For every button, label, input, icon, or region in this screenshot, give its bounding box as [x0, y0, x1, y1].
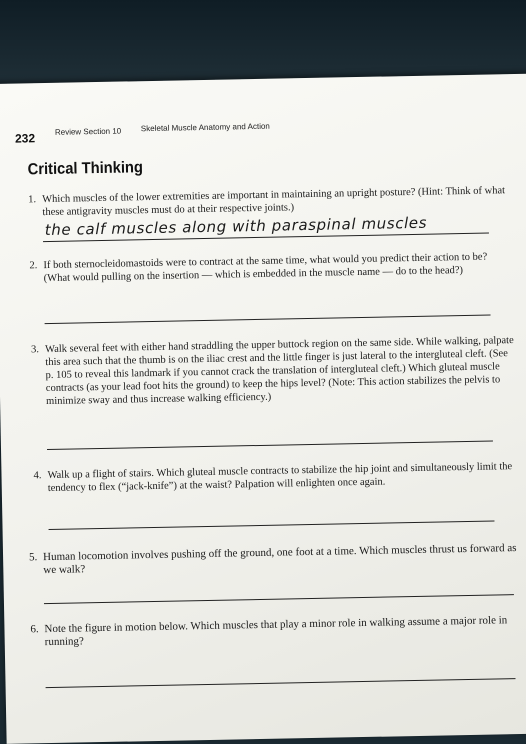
question-number: 1. — [28, 194, 37, 206]
question-text: Walk several feet with either hand straddling the upper buttock region on the same side. While walking, palpate this area such that the thumb is on the iliac crest and the little finger is just lateral to the intergluteal cleft. (See p. 105 to reveal this landmark if you cannot crack the translation of intergluteal cleft.) Which gluteal muscle contracts (as your lead foot hits the ground) to keep the hips level? (Note: This action stabilizes the pelvis to minimize sway and thus increase walking efficiency.) — [45, 335, 514, 408]
question-number: 3. — [31, 344, 40, 356]
section-label: Review Section 10 — [54, 126, 122, 137]
page-number: 232 — [14, 131, 36, 146]
answer-line-5[interactable] — [44, 594, 514, 604]
worksheet-page — [0, 73, 526, 744]
answer-line-6[interactable] — [46, 678, 516, 688]
answer-line-2[interactable] — [45, 315, 491, 325]
handwritten-answer-1: the calf muscles along with paraspinal muscles — [44, 213, 428, 240]
question-5 — [28, 542, 519, 577]
answer-line-3[interactable] — [47, 440, 493, 450]
question-number: 4. — [33, 470, 42, 482]
question-text: Human locomotion involves pushing off the ground, one foot at a time. Which muscles thrust us forward as we walk? — [42, 542, 517, 577]
question-number: 6. — [30, 623, 39, 636]
question-number: 2. — [29, 260, 38, 272]
topic-label: Skeletal Muscle Anatomy and Action — [140, 121, 270, 134]
answer-line-4[interactable] — [49, 520, 495, 530]
question-text: If both sternocleidomastoids were to contract at the same time, what would you predict their action to be? (What would pulling on the insertion — which is embedded in the muscle name — do to the head?) — [43, 251, 488, 285]
question-4 — [33, 460, 517, 495]
question-text: Note the figure in motion below. Which muscles that play a minor role in walking assume a major role in running? — [44, 614, 508, 649]
question-text: Which muscles of the lower extremities are important in maintaining an upright posture? (Hint: Think of what these antigravity muscles must do at their respective joints.) — [42, 185, 506, 219]
question-text: Walk up a flight of stairs. Which gluteal muscle contracts to stabilize the hip joint and simultaneously limit the tendency to flex (“jack-knife”) at the waist? Palpation will enlighten once again. — [47, 461, 513, 495]
question-6 — [30, 614, 526, 649]
question-3 — [31, 334, 516, 408]
question-1 — [28, 184, 510, 219]
page-title: Critical Thinking — [27, 159, 144, 179]
question-2 — [29, 250, 513, 285]
question-number: 5. — [28, 551, 38, 564]
